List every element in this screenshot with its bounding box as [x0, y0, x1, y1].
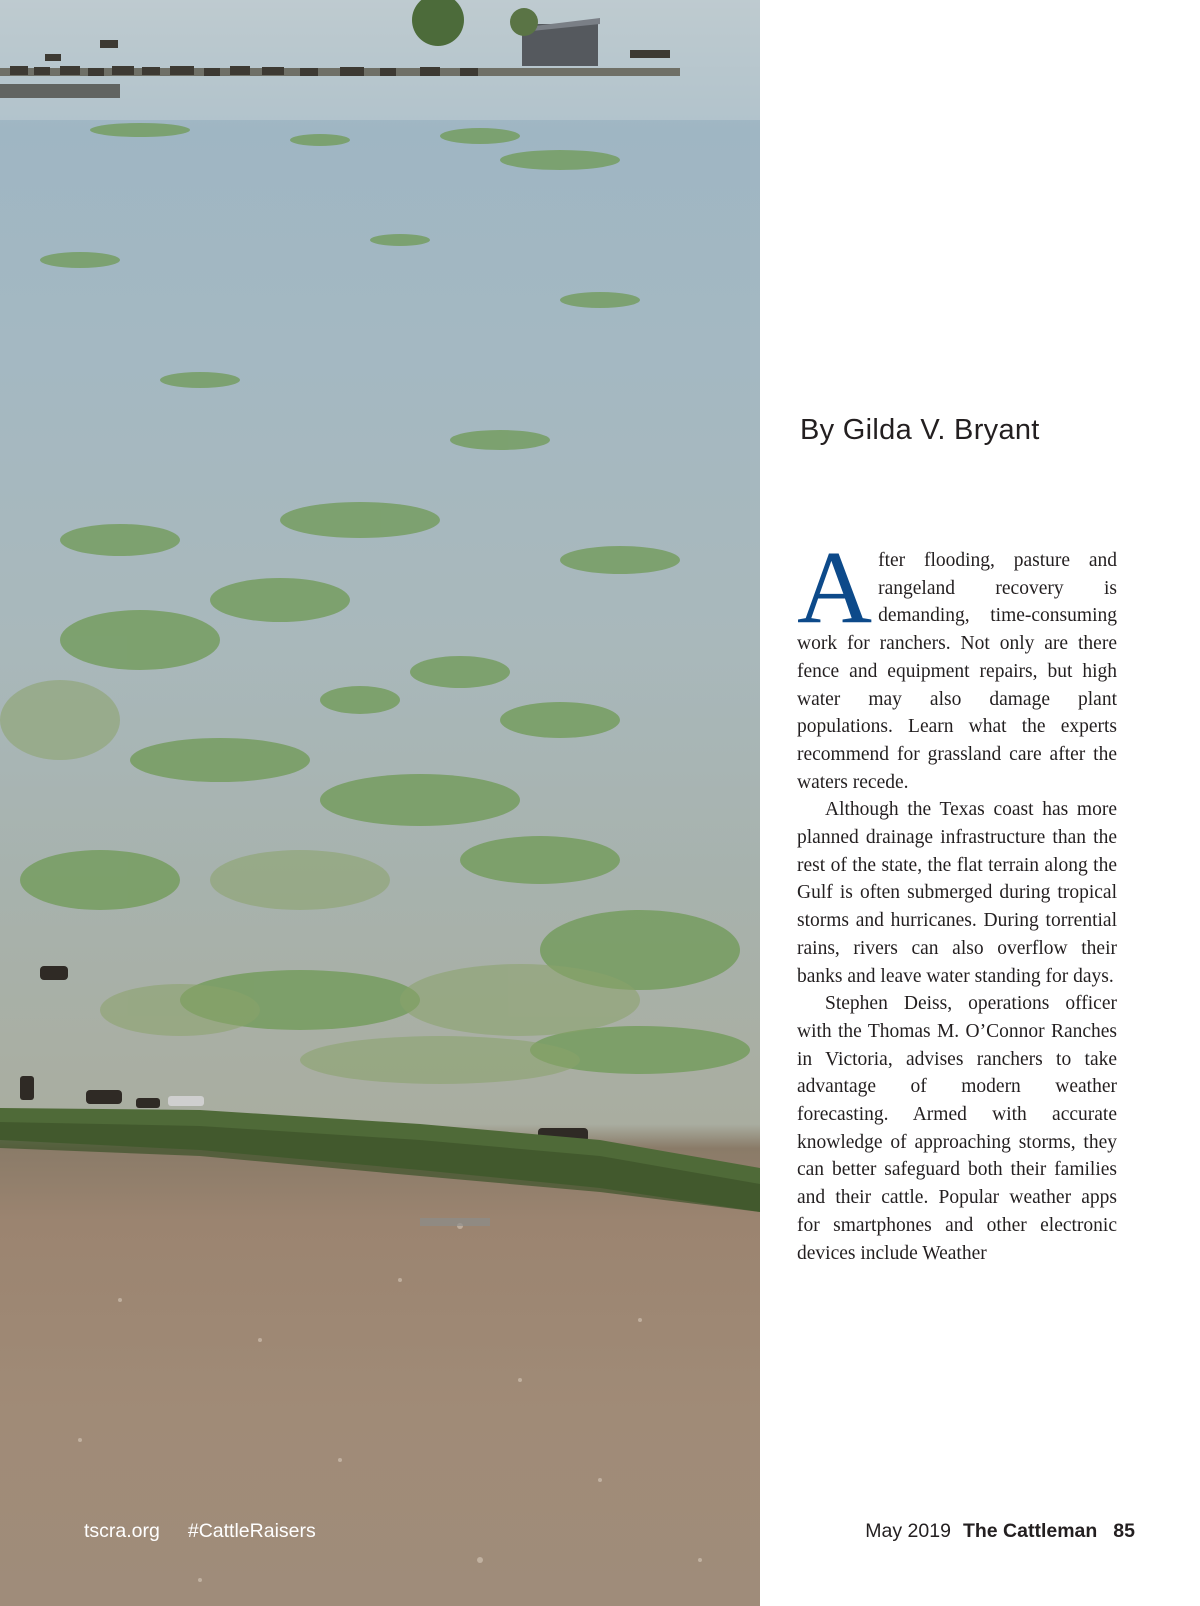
- footer-right: [865, 1520, 1135, 1543]
- footer-site-link[interactable]: tscra.org: [84, 1520, 160, 1542]
- footer-hashtag: #CattleRaisers: [187, 1520, 316, 1542]
- footer-date: May 2019: [865, 1520, 951, 1542]
- byline: By Gilda V. Bryant: [800, 414, 1040, 446]
- footer-magazine-title: The Cattleman: [962, 1520, 1098, 1542]
- paragraph-2: Although the Texas coast has more planned drainage infrastructure than the rest of the state, the flat terrain along the Gulf is often submerged during tropical storms and hurricanes. During torrential rains, rivers can also overflow their banks and leave water standing for days.: [797, 799, 1117, 987]
- paragraph-1-text: fter flooding, pasture and rangeland recovery is demanding, time-consuming work for ranchers. Not only are there fence and equipment repairs, but high water may also damage plant populations. Learn what the experts recommend for grassland care after the waters recede.: [797, 550, 1117, 793]
- paragraph-3: Stephen Deiss, operations officer with the Thomas M. O’Connor Ranches in Victoria, advises ranchers to take advantage of modern weather forecasting. Armed with accurate knowledge of approaching storms, they can better safeguard both their families and their cattle. Popular weather apps for smartphones and other electronic devices include Weather: [797, 993, 1117, 1264]
- page-number: 85: [1113, 1520, 1135, 1542]
- footer-left: [84, 1520, 316, 1543]
- drop-cap: A: [797, 530, 873, 645]
- paragraph-1: [797, 530, 1117, 796]
- article-body: [797, 530, 1117, 1267]
